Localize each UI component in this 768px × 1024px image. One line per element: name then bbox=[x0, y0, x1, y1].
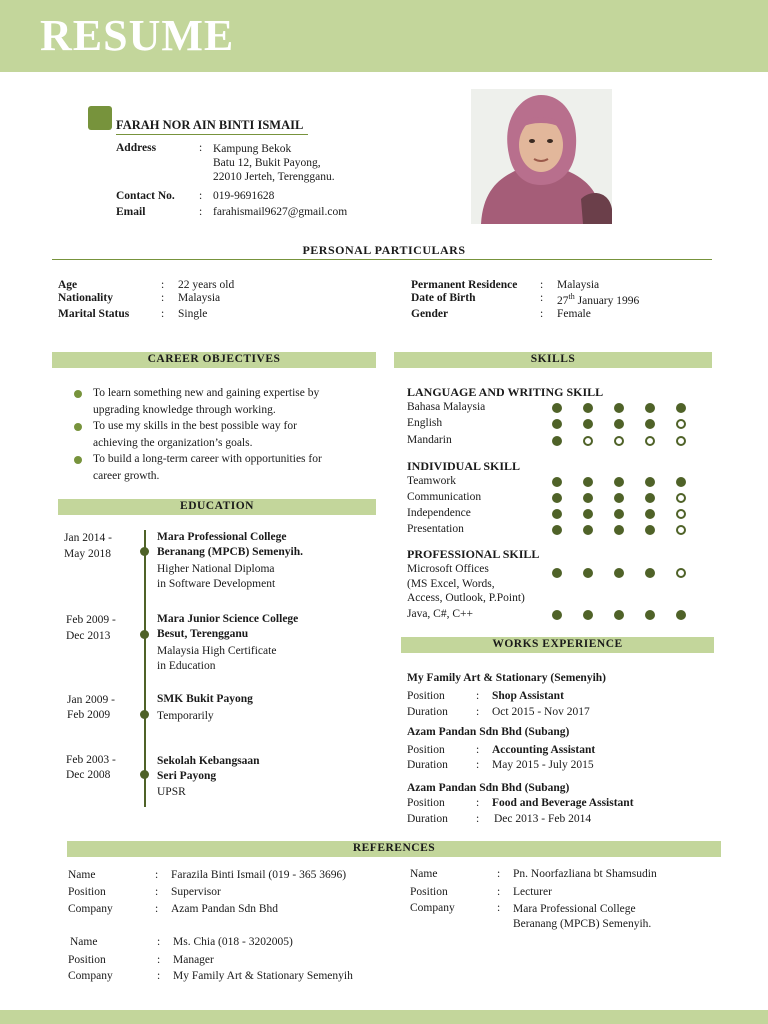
work-position-label: Position bbox=[407, 744, 445, 756]
ref-position: Manager bbox=[173, 954, 214, 966]
work-duration-label: Duration bbox=[407, 759, 448, 771]
rating-dot-filled-icon bbox=[614, 509, 624, 519]
rating-dot-empty-icon bbox=[583, 436, 593, 446]
dob-month-year: January 1996 bbox=[574, 294, 640, 307]
rating-dot-filled-icon bbox=[614, 568, 624, 578]
rating-dot-filled-icon bbox=[552, 568, 562, 578]
work-sep: : bbox=[476, 690, 480, 702]
dob-day: 27 bbox=[557, 294, 569, 307]
ref-position-label: Position bbox=[68, 954, 106, 966]
education-date bbox=[66, 753, 116, 783]
school-line: Mara Professional College bbox=[157, 531, 287, 543]
marital-status-label: Marital Status bbox=[58, 308, 130, 320]
work-duration: May 2015 - July 2015 bbox=[492, 759, 594, 771]
skill-name: English bbox=[407, 417, 443, 429]
rating-dot-filled-icon bbox=[645, 568, 655, 578]
ref-name-label: Name bbox=[70, 936, 98, 948]
rating-dot-filled-icon bbox=[614, 419, 624, 429]
objective-line: upgrading knowledge through working. bbox=[93, 403, 276, 416]
skill-name: Presentation bbox=[407, 523, 464, 535]
date-end: May 2018 bbox=[64, 548, 111, 560]
education-date bbox=[66, 612, 116, 644]
rating-dot-filled-icon bbox=[552, 419, 562, 429]
objective-line: career growth. bbox=[93, 469, 160, 482]
contact-label: Contact No. bbox=[116, 190, 175, 202]
rating-dot-empty-icon bbox=[676, 493, 686, 503]
work-position: Accounting Assistant bbox=[492, 744, 596, 756]
skill-name: Independence bbox=[407, 507, 471, 519]
skill-name: Java, C#, C++ bbox=[407, 608, 473, 620]
ref-sep: : bbox=[497, 902, 501, 914]
skill-name: Communication bbox=[407, 491, 482, 503]
education-detail: UPSR bbox=[157, 786, 186, 798]
ref-sep: : bbox=[155, 903, 159, 915]
date-end: Dec 2013 bbox=[66, 630, 111, 642]
timeline-dot-icon bbox=[140, 710, 149, 719]
education-heading: EDUCATION bbox=[180, 500, 254, 512]
detail-line: Malaysia High Certificate bbox=[157, 645, 277, 657]
detail-line: Higher National Diploma bbox=[157, 563, 275, 575]
rating-dot-filled-icon bbox=[552, 493, 562, 503]
rating-dot-filled-icon bbox=[645, 493, 655, 503]
ref-company-label: Company bbox=[68, 970, 113, 982]
education-detail bbox=[157, 562, 275, 591]
objective-line: To learn something new and gaining expertise by bbox=[93, 387, 320, 399]
address-line: 22010 Jerteh, Terengganu. bbox=[213, 171, 335, 183]
date-end: Feb 2009 bbox=[67, 709, 111, 721]
address-line: Batu 12, Bukit Payong, bbox=[213, 157, 321, 169]
rating-dot-filled-icon bbox=[645, 525, 655, 535]
gender-label: Gender bbox=[411, 308, 449, 320]
address-line: Kampung Bekok bbox=[213, 143, 292, 155]
ref-company: Azam Pandan Sdn Bhd bbox=[171, 903, 279, 915]
skills-heading: SKILLS bbox=[530, 353, 576, 365]
dob-label: Date of Birth bbox=[411, 292, 476, 304]
gender-value: Female bbox=[557, 308, 591, 320]
rating-dot-filled-icon bbox=[583, 477, 593, 487]
rating-dot-filled-icon bbox=[552, 525, 562, 535]
resume-title: RESUME bbox=[40, 11, 235, 60]
address-label: Address bbox=[116, 142, 157, 154]
ref-sep: : bbox=[157, 954, 161, 966]
gender-sep: : bbox=[540, 308, 544, 320]
name-marker-icon bbox=[88, 106, 112, 130]
rating-dot-filled-icon bbox=[583, 403, 593, 413]
rating-dot-filled-icon bbox=[583, 568, 593, 578]
ref-sep: : bbox=[155, 869, 159, 881]
career-objective-item bbox=[93, 418, 322, 451]
email-sep: : bbox=[199, 206, 203, 218]
detail-line: in Education bbox=[157, 659, 216, 672]
education-detail bbox=[157, 644, 276, 673]
career-objectives-heading: CAREER OBJECTIVES bbox=[147, 353, 281, 365]
bullet-icon bbox=[74, 423, 82, 431]
ref-position-label: Position bbox=[68, 886, 106, 898]
ref-sep: : bbox=[155, 886, 159, 898]
skill-name: Bahasa Malaysia bbox=[407, 401, 486, 413]
marital-status-sep: : bbox=[161, 308, 165, 320]
address-sep: : bbox=[199, 142, 203, 154]
ref-company-label: Company bbox=[68, 903, 113, 915]
date-start: Feb 2009 - bbox=[66, 614, 116, 626]
skill-name-line: Access, Outlook, P.Point) bbox=[407, 592, 525, 604]
rating-dot-filled-icon bbox=[614, 610, 624, 620]
rating-dot-filled-icon bbox=[583, 610, 593, 620]
skill-group-title: PROFESSIONAL SKILL bbox=[407, 547, 540, 561]
school-line: Sekolah Kebangsaan bbox=[157, 755, 260, 767]
ref-name-label: Name bbox=[68, 869, 96, 881]
timeline-dot-icon bbox=[140, 630, 149, 639]
ref-sep: : bbox=[157, 970, 161, 982]
rating-dot-filled-icon bbox=[583, 419, 593, 429]
rating-dot-empty-icon bbox=[676, 419, 686, 429]
candidate-name: FARAH NOR AIN BINTI ISMAIL bbox=[116, 118, 304, 132]
age-sep: : bbox=[161, 279, 165, 291]
rating-dot-filled-icon bbox=[552, 610, 562, 620]
email-label: Email bbox=[116, 206, 146, 218]
objective-line: To build a long-term career with opportunities for bbox=[93, 453, 322, 465]
rating-dot-filled-icon bbox=[614, 493, 624, 503]
ref-company: My Family Art & Stationary Semenyih bbox=[173, 970, 353, 982]
rating-dot-filled-icon bbox=[614, 403, 624, 413]
work-duration-label: Duration bbox=[407, 813, 448, 825]
nationality-value: Malaysia bbox=[178, 292, 221, 304]
career-objective-item bbox=[93, 451, 322, 484]
timeline-dot-icon bbox=[140, 770, 149, 779]
rating-dot-filled-icon bbox=[676, 477, 686, 487]
dob-suffix: th bbox=[568, 292, 575, 301]
education-school bbox=[157, 754, 260, 784]
school-line: Beranang (MPCB) Semenyih. bbox=[157, 546, 303, 558]
dob-value bbox=[557, 292, 639, 307]
residence-value: Malaysia bbox=[557, 279, 600, 291]
date-start: Feb 2003 - bbox=[66, 754, 116, 766]
rating-dot-filled-icon bbox=[676, 610, 686, 620]
work-company: Azam Pandan Sdn Bhd (Subang) bbox=[407, 726, 570, 738]
works-experience-heading: WORKS EXPERIENCE bbox=[492, 638, 623, 650]
marital-status-value: Single bbox=[178, 308, 208, 320]
school-line: Mara Junior Science College bbox=[157, 613, 299, 625]
work-sep: : bbox=[476, 759, 480, 771]
skill-group-title: INDIVIDUAL SKILL bbox=[407, 459, 521, 473]
ref-sep: : bbox=[157, 936, 161, 948]
ref-company-label: Company bbox=[410, 902, 455, 914]
rating-dot-empty-icon bbox=[676, 525, 686, 535]
ref-name: Pn. Noorfazliana bt Shamsudin bbox=[513, 868, 657, 880]
dob-sep: : bbox=[540, 292, 544, 304]
rating-dot-filled-icon bbox=[552, 436, 562, 446]
rating-dot-empty-icon bbox=[645, 436, 655, 446]
rating-dot-filled-icon bbox=[645, 610, 655, 620]
rating-dot-empty-icon bbox=[676, 436, 686, 446]
rating-dot-empty-icon bbox=[614, 436, 624, 446]
career-objectives-list bbox=[93, 385, 322, 484]
date-start: Jan 2009 - bbox=[67, 694, 115, 706]
work-company: My Family Art & Stationary (Semenyih) bbox=[407, 672, 606, 684]
work-duration: Oct 2015 - Nov 2017 bbox=[492, 706, 590, 718]
work-sep: : bbox=[476, 744, 480, 756]
rating-dot-filled-icon bbox=[552, 477, 562, 487]
ref-company-line: Beranang (MPCB) Semenyih. bbox=[513, 917, 652, 930]
skill-name: Teamwork bbox=[407, 475, 457, 487]
rating-dot-filled-icon bbox=[645, 403, 655, 413]
work-sep: : bbox=[476, 797, 480, 809]
ref-position: Lecturer bbox=[513, 886, 552, 898]
skill-group-title: LANGUAGE AND WRITING SKILL bbox=[407, 385, 604, 399]
ref-position: Supervisor bbox=[171, 886, 221, 898]
rating-dot-filled-icon bbox=[614, 477, 624, 487]
contact-value: 019-9691628 bbox=[213, 190, 275, 202]
profile-photo bbox=[471, 89, 612, 224]
education-school bbox=[157, 612, 298, 642]
residence-sep: : bbox=[540, 279, 544, 291]
work-position: Shop Assistant bbox=[492, 690, 564, 702]
objective-line: achieving the organization’s goals. bbox=[93, 436, 253, 449]
nationality-sep: : bbox=[161, 292, 165, 304]
work-position: Food and Beverage Assistant bbox=[492, 797, 634, 809]
work-company: Azam Pandan Sdn Bhd (Subang) bbox=[407, 782, 570, 794]
footer-bar bbox=[0, 1010, 768, 1024]
references-heading: REFERENCES bbox=[352, 842, 436, 854]
education-school: SMK Bukit Payong bbox=[157, 693, 253, 705]
education-school bbox=[157, 530, 303, 560]
ref-name-label: Name bbox=[410, 868, 438, 880]
rating-dot-filled-icon bbox=[552, 509, 562, 519]
age-label: Age bbox=[58, 279, 78, 291]
ref-sep: : bbox=[497, 886, 501, 898]
work-position-label: Position bbox=[407, 797, 445, 809]
personal-particulars-rule bbox=[52, 259, 712, 260]
work-sep: : bbox=[476, 706, 480, 718]
bullet-icon bbox=[74, 390, 82, 398]
rating-dot-filled-icon bbox=[583, 525, 593, 535]
education-timeline-line bbox=[144, 530, 146, 807]
rating-dot-filled-icon bbox=[645, 477, 655, 487]
ref-name: Farazila Binti Ismail (019 - 365 3696) bbox=[171, 869, 347, 881]
ref-company bbox=[513, 902, 651, 931]
rating-dot-filled-icon bbox=[583, 493, 593, 503]
work-duration: Dec 2013 - Feb 2014 bbox=[494, 813, 592, 825]
name-underline bbox=[116, 134, 308, 135]
residence-label: Permanent Residence bbox=[411, 279, 518, 291]
work-duration-label: Duration bbox=[407, 706, 448, 718]
skill-name: Mandarin bbox=[407, 434, 452, 446]
nationality-label: Nationality bbox=[58, 292, 113, 304]
rating-dot-filled-icon bbox=[583, 509, 593, 519]
career-objective-item bbox=[93, 385, 322, 418]
education-detail: Temporarily bbox=[157, 710, 214, 722]
ref-position-label: Position bbox=[410, 886, 448, 898]
email-value: farahismail9627@gmail.com bbox=[213, 206, 348, 218]
skill-name-line: (MS Excel, Words, bbox=[407, 577, 495, 590]
contact-sep: : bbox=[199, 190, 203, 202]
ref-company-line: Mara Professional College bbox=[513, 903, 636, 915]
rating-dot-filled-icon bbox=[645, 509, 655, 519]
ref-name: Ms. Chia (018 - 3202005) bbox=[173, 936, 293, 948]
skill-name bbox=[407, 562, 525, 606]
detail-line: in Software Development bbox=[157, 577, 276, 590]
work-sep: : bbox=[476, 813, 480, 825]
bullet-icon bbox=[74, 456, 82, 464]
rating-dot-filled-icon bbox=[676, 403, 686, 413]
work-position-label: Position bbox=[407, 690, 445, 702]
objective-line: To use my skills in the best possible way for bbox=[93, 420, 297, 432]
rating-dot-filled-icon bbox=[645, 419, 655, 429]
rating-dot-filled-icon bbox=[552, 403, 562, 413]
address-value bbox=[213, 142, 335, 184]
school-line: Besut, Terengganu bbox=[157, 628, 249, 640]
ref-sep: : bbox=[497, 868, 501, 880]
date-start: Jan 2014 - bbox=[64, 532, 112, 544]
date-end: Dec 2008 bbox=[66, 769, 111, 781]
age-value: 22 years old bbox=[178, 279, 235, 291]
personal-particulars-heading: PERSONAL PARTICULARS bbox=[302, 243, 466, 257]
timeline-dot-icon bbox=[140, 547, 149, 556]
rating-dot-empty-icon bbox=[676, 509, 686, 519]
skill-name-line: Microsoft Offices bbox=[407, 563, 489, 575]
education-date bbox=[64, 530, 112, 562]
education-date bbox=[67, 693, 115, 723]
rating-dot-filled-icon bbox=[614, 525, 624, 535]
school-line: Seri Payong bbox=[157, 770, 217, 782]
rating-dot-empty-icon bbox=[676, 568, 686, 578]
